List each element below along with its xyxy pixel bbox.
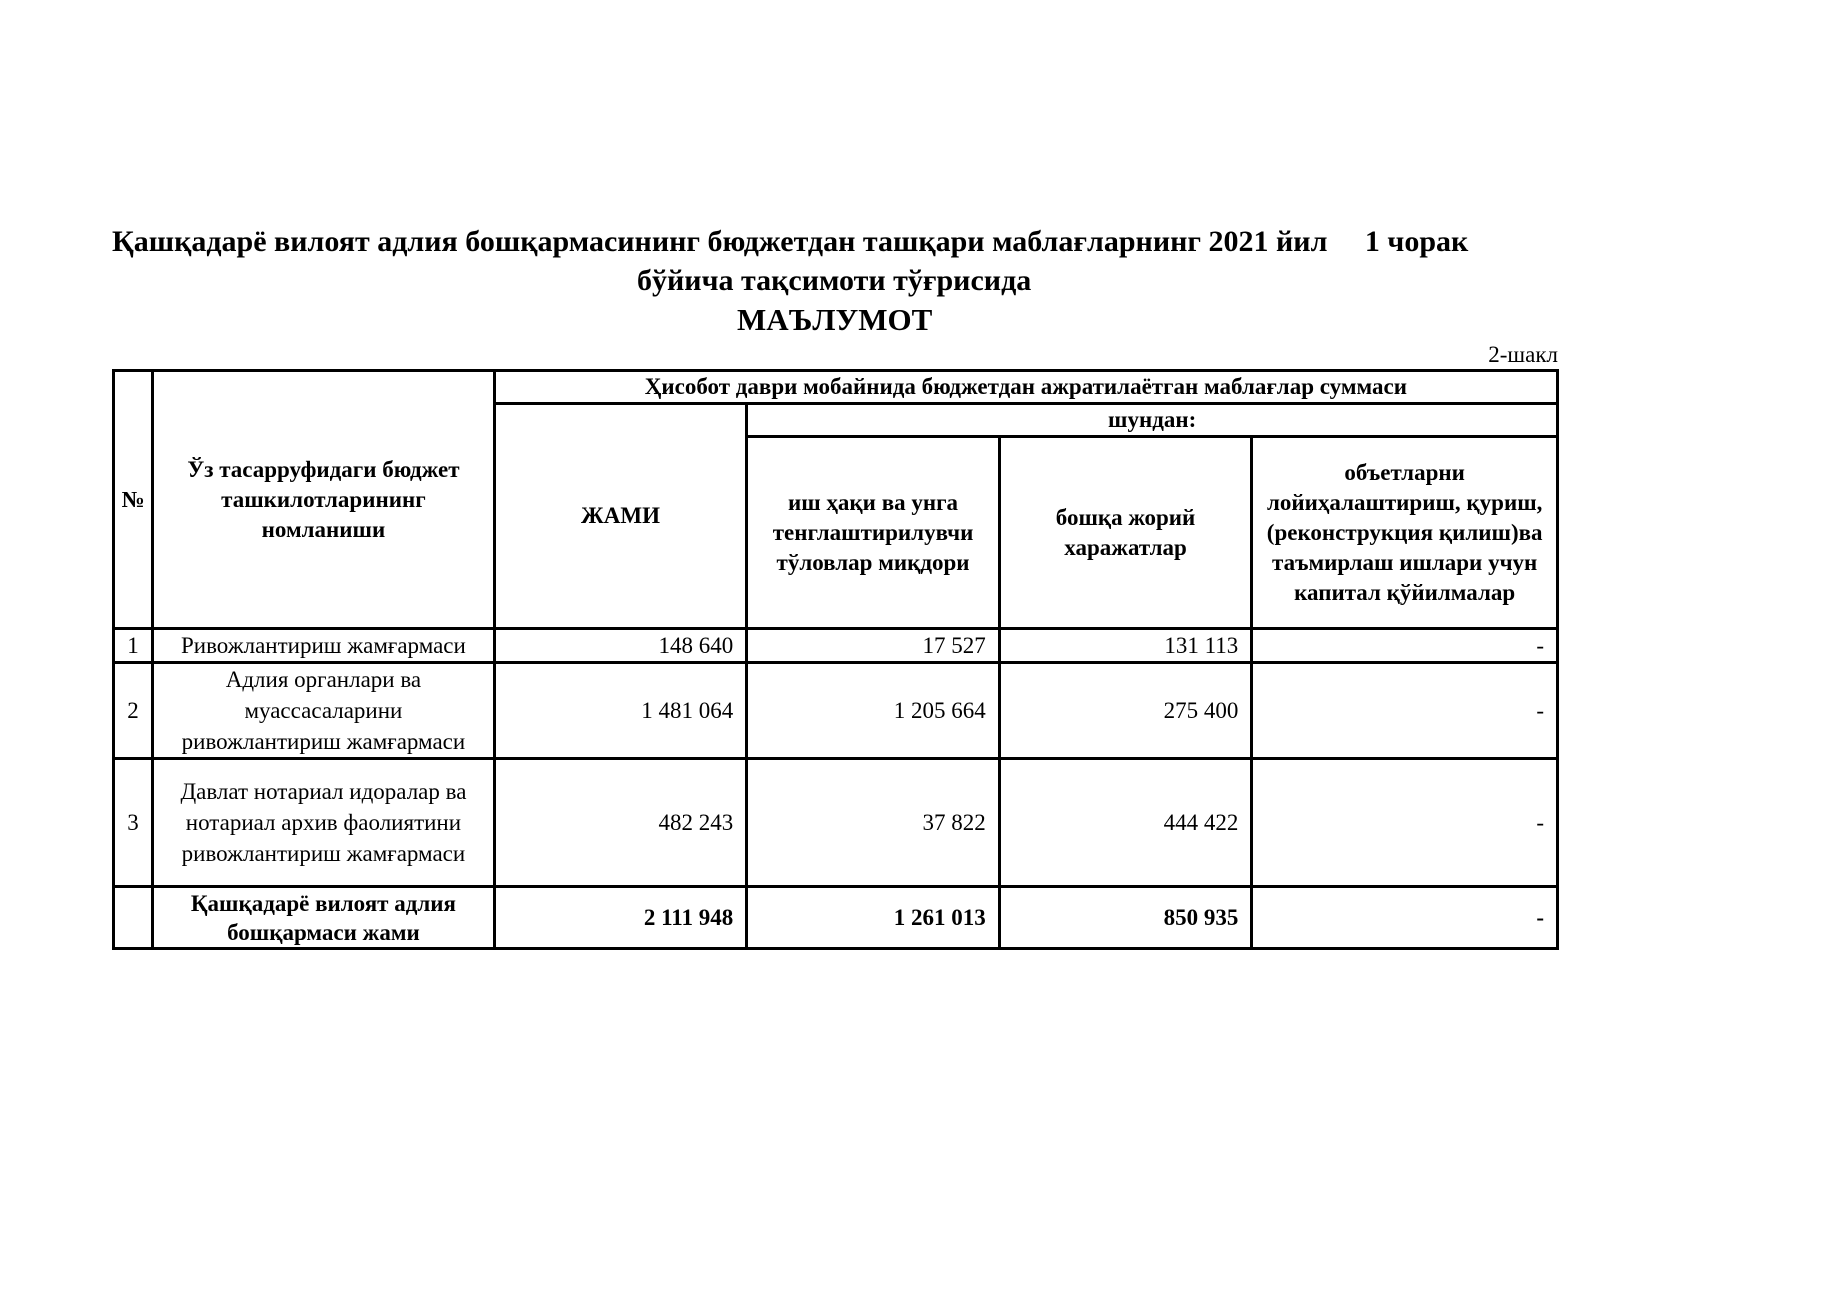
- row-organization-name: Адлия органлари ва муассасаларини ривожлантириш жамғармаси: [153, 663, 495, 759]
- row-organization-name: Давлат нотариал идоралар ва нотариал архив фаолиятини ривожлантириш жамғармаси: [153, 759, 495, 887]
- row-capital-investments: -: [1252, 759, 1558, 887]
- row-other-expenses: 131 113: [999, 629, 1252, 663]
- header-other-expenses: бошқа жорий харажатлар: [999, 437, 1252, 629]
- row-capital-investments: -: [1252, 663, 1558, 759]
- total-row-other-expenses: 850 935: [999, 887, 1252, 949]
- header-total: ЖАМИ: [494, 404, 747, 629]
- table-row: [114, 759, 1558, 887]
- table-row: [114, 629, 1558, 663]
- header-organization-name: Ўз тасарруфидаги бюджет ташкилотларининг номланиши: [153, 371, 495, 629]
- title-line-2: бўйича тақсимоти тўғрисида: [637, 264, 1032, 297]
- row-number: 2: [114, 663, 153, 759]
- row-salary: 17 527: [747, 629, 1000, 663]
- document-title: [112, 222, 1552, 339]
- form-number: 2-шакл: [1488, 342, 1558, 367]
- header-of-which: шундан:: [747, 404, 1558, 437]
- row-number: 1: [114, 629, 153, 663]
- total-row-number: [114, 887, 153, 949]
- header-number: №: [114, 371, 153, 629]
- row-salary: 1 205 664: [747, 663, 1000, 759]
- total-row: [114, 887, 1558, 949]
- budget-table: [112, 369, 1559, 950]
- header-salary: иш ҳақи ва унга тенглаштирилувчи тўловлар миқдори: [747, 437, 1000, 629]
- row-number: 3: [114, 759, 153, 887]
- header-capital-investments: объетларни лойиҳалаштириш, қуриш, (реконструкция қилиш)ва таъмирлаш ишлари учун капитал қўйилмалар: [1252, 437, 1558, 629]
- total-row-salary: 1 261 013: [747, 887, 1000, 949]
- row-other-expenses: 444 422: [999, 759, 1252, 887]
- row-organization-name: Ривожлантириш жамғармаси: [153, 629, 495, 663]
- row-total: 1 481 064: [494, 663, 747, 759]
- title-line-1: Қашқадарё вилоят адлия бошқармасининг бюджетдан ташқари маблағларнинг 2021 йил 1 чорак: [112, 225, 1469, 258]
- row-total: 482 243: [494, 759, 747, 887]
- header-allocated-funds: Ҳисобот даври мобайнида бюджетдан ажратилаётган маблағлар суммаси: [494, 371, 1557, 404]
- total-row-name: Қашқадарё вилоят адлия бошқармаси жами: [153, 887, 495, 949]
- table-row: [114, 663, 1558, 759]
- row-capital-investments: -: [1252, 629, 1558, 663]
- total-row-total: 2 111 948: [494, 887, 747, 949]
- row-total: 148 640: [494, 629, 747, 663]
- row-other-expenses: 275 400: [999, 663, 1252, 759]
- row-salary: 37 822: [747, 759, 1000, 887]
- total-row-capital-investments: -: [1252, 887, 1558, 949]
- title-line-3: МАЪЛУМОТ: [737, 302, 933, 337]
